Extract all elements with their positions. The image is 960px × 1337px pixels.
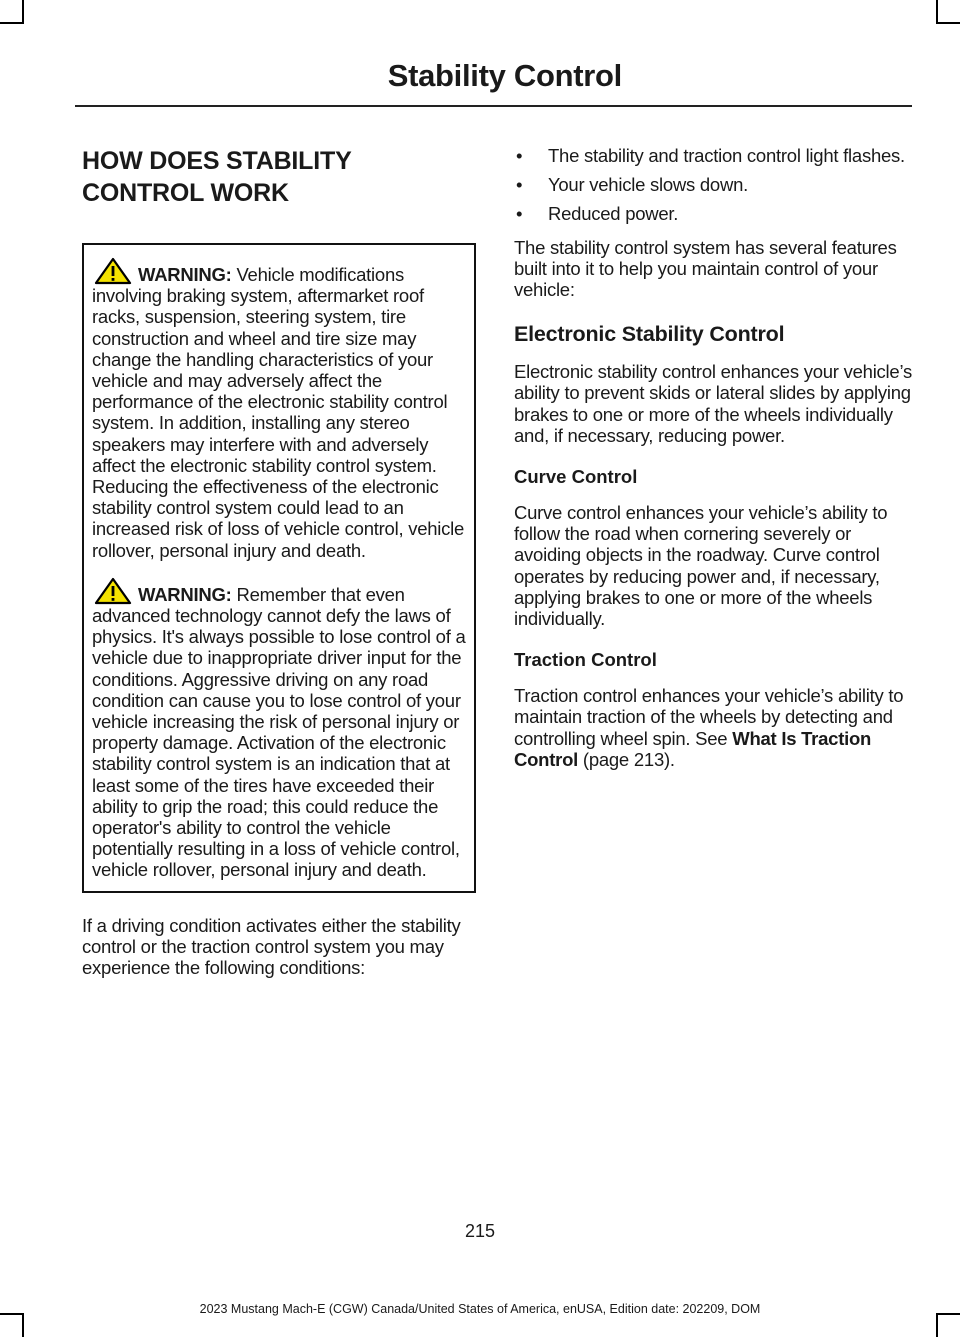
conditions-intro: If a driving condition activates either the stability control or the traction control system you may experience the following conditions: — [82, 914, 461, 979]
right-column — [514, 145, 914, 770]
crop-mark — [22, 0, 24, 24]
crop-mark — [936, 1313, 938, 1337]
esc-text: Electronic stability control enhances your vehicle’s ability to prevent skids or lateral slides by applying brakes to one or more of the wheels individually and, if necessary, reducing power. — [514, 361, 912, 446]
features-intro: The stability control system has several features built into it to help you maintain control of your vehicle: — [514, 236, 897, 301]
section-title-line1: HOW DOES STABILITY — [82, 147, 352, 175]
warning-label: WARNING: — [138, 264, 232, 285]
bullet: • — [516, 174, 523, 196]
conditions-list — [514, 145, 914, 225]
warning-text: Vehicle modifications involving braking system, aftermarket roof racks, suspension, steering system, tire construction and wheel and tire size may change the handling characteristics of your vehicle and may adversely affect the performance of the electronic stability control system. In addition, installing any stereo speakers may interfere with and adversely affect the electronic stability control system. Reducing the effectiveness of the electronic stability control system could lead to an increased risk of loss of vehicle control, vehicle rollover, personal injury and death. — [92, 264, 465, 561]
bullet: • — [516, 203, 523, 225]
see-prefix: See — [695, 727, 728, 749]
warning-triangle-icon — [94, 577, 132, 605]
crop-mark — [0, 22, 24, 24]
warning-box — [82, 243, 476, 893]
list-item-text: The stability and traction control light flashes. — [548, 145, 905, 166]
bullet: • — [516, 145, 523, 166]
page-number: 215 — [464, 1221, 496, 1241]
section-title-line2: CONTROL WORK — [82, 179, 289, 207]
warning-label: WARNING: — [138, 583, 232, 605]
crop-mark — [936, 22, 960, 24]
warning-text: Remember that even advanced technology cannot defy the laws of physics. It's always possible to lose control of a vehicle due to inappropriate driver input for the conditions. Aggressive driving on any road condition can cause you to lose control of your vehicle increasing the risk of personal injury or property damage. Activation of the electronic stability control system is an indication that at least some of the tires have exceeded their ability to grip the road; this could reduce the operator's ability to control the vehicle potentially resulting in a loss of vehicle control, vehicle rollover, personal injury and death. — [92, 583, 466, 881]
crop-mark — [936, 0, 938, 24]
warning-1 — [92, 257, 466, 561]
curve-control-heading: Curve Control — [514, 466, 638, 488]
traction-control-heading: Traction Control — [514, 649, 657, 671]
list-item — [514, 145, 914, 166]
list-item-text: Reduced power. — [548, 203, 679, 225]
traction-text: Traction control enhances your vehicle’s ability to maintain traction of the wheels by detecting and controlling wheel spin. — [514, 685, 904, 749]
list-item — [514, 174, 914, 195]
header-rule — [75, 105, 912, 107]
list-item — [514, 203, 914, 224]
cross-reference-link[interactable]: What Is Traction Control — [514, 727, 872, 770]
list-item-text: Your vehicle slows down. — [548, 174, 749, 196]
warning-2 — [92, 577, 466, 881]
edition-footer: 2023 Mustang Mach-E (CGW) Canada/United States of America, enUSA, Edition date: 202209, DOM — [199, 1302, 761, 1316]
curve-control-text: Curve control enhances your vehicle’s ability to follow the road when cornering severely or avoiding objects in the roadway. Curve control operates by reducing power and, if necessary, applying brakes to one or more of the wheels individually. — [514, 502, 888, 630]
crop-mark — [22, 1313, 24, 1337]
traction-control-text — [514, 685, 914, 770]
left-column — [82, 145, 474, 978]
warning-triangle-icon — [94, 257, 132, 285]
cross-reference-page: (page 213). — [582, 748, 675, 770]
esc-heading: Electronic Stability Control — [514, 322, 785, 347]
section-title — [82, 145, 474, 209]
page-header-title: Stability Control — [387, 58, 622, 93]
